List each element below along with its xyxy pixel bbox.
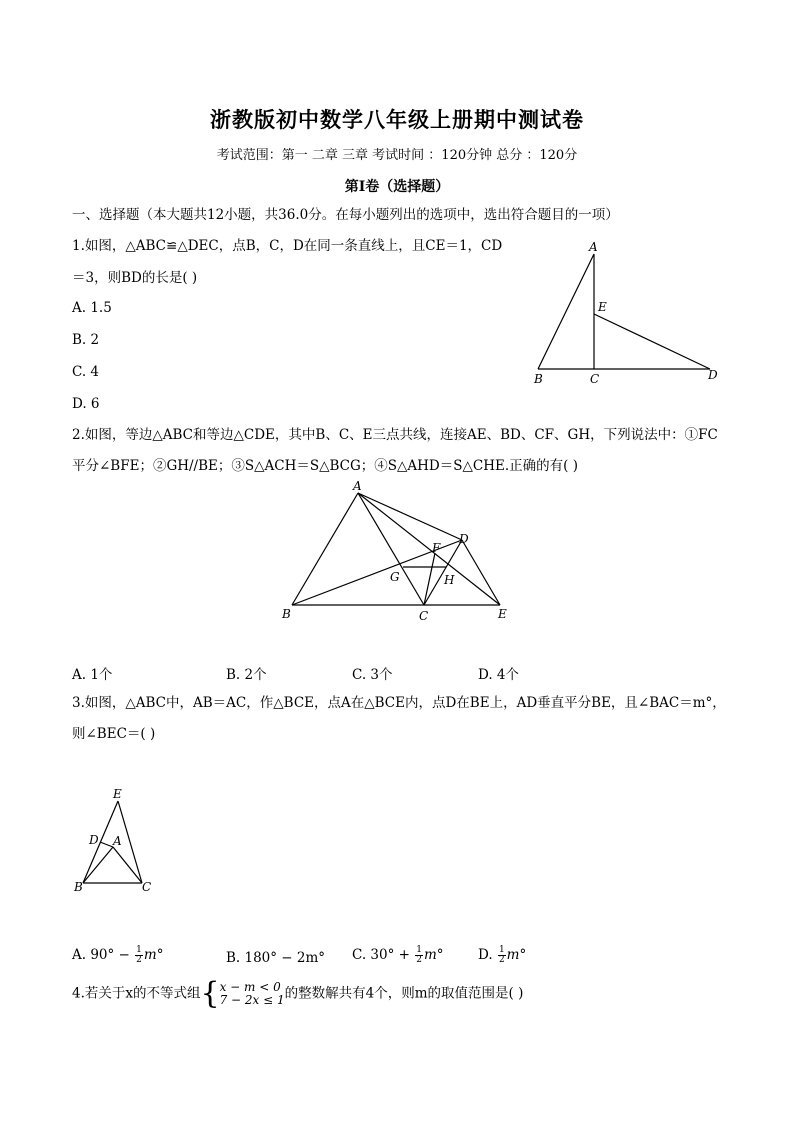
q3-label-d: D <box>89 833 99 847</box>
q3-option-d <box>478 946 526 965</box>
q1-segment-ed <box>594 314 710 369</box>
q2-option-d: D. 4个 <box>478 667 520 683</box>
q2-label-d: D <box>459 532 469 546</box>
q2-label-a: A <box>353 479 362 493</box>
q3-option-c-num: 1 <box>416 945 422 955</box>
q3-option-c-suffix: m° <box>424 947 444 963</box>
q3-segment-ac <box>113 847 142 883</box>
q3-option-d-num: 1 <box>498 945 505 955</box>
q2-stem-line2: 平分∠BFE；②GH//BE；③S△ACH＝S△BCG；④S△AHD＝S△CHE.正确的有( ) <box>72 458 578 474</box>
q3-option-c-den: 2 <box>416 955 422 965</box>
q2-segment-cf <box>424 553 435 605</box>
q1-option-c: C. 4 <box>72 364 100 380</box>
q3-option-a-num: 1 <box>136 945 142 955</box>
q1-stem-line2: ＝3，则BD的长是( ) <box>72 270 198 286</box>
q1-figure <box>520 238 730 390</box>
q2-label-b: B <box>282 607 291 621</box>
q2-figure <box>270 475 530 630</box>
q1-label-e: E <box>598 300 607 314</box>
q1-label-b: B <box>534 372 543 386</box>
q1-label-c: C <box>590 372 600 386</box>
q1-option-b: B. 2 <box>72 332 100 348</box>
q1-label-a: A <box>589 240 598 254</box>
q3-stem-line2: 则∠BEC＝( ) <box>72 726 156 742</box>
q2-segment-ae <box>358 493 500 605</box>
q2-label-f: F <box>432 541 441 555</box>
q3-option-c <box>352 946 444 965</box>
q3-option-d-fraction <box>498 946 506 965</box>
q3-stem-line1: 3.如图，△ABC中，AB＝AC，作△BCE，点A在△BCE内，点D在BE上，AD垂直平分BE，且∠BAC＝m°， <box>72 695 726 711</box>
q3-option-a-den: 2 <box>136 955 142 965</box>
q1-label-d: D <box>708 368 718 382</box>
q3-option-a-suffix: m° <box>143 947 164 963</box>
q2-segment-de <box>462 540 500 605</box>
q2-option-b: B. 2个 <box>226 667 267 683</box>
q3-figure <box>66 785 166 897</box>
q2-label-g: G <box>390 570 400 584</box>
q3-option-d-den: 2 <box>498 955 505 965</box>
q1-segment-ab <box>538 254 594 369</box>
q2-segment-ad <box>358 493 462 540</box>
q2-segment-ac <box>358 493 424 605</box>
q3-option-c-fraction <box>415 946 423 965</box>
q4-prefix: 4.若关于x的不等式组 <box>72 985 201 1002</box>
q3-option-d-suffix: m° <box>506 947 527 963</box>
q1-option-d: D. 6 <box>72 396 100 412</box>
q3-option-a-fraction <box>135 946 143 965</box>
q3-label-b: B <box>74 880 83 894</box>
q4-stem <box>72 976 524 1011</box>
brace-symbol: { <box>200 976 220 1011</box>
q2-option-c: C. 3个 <box>352 667 393 683</box>
q2-stem-line1: 2.如图，等边△ABC和等边△CDE，其中B、C、E三点共线，连接AE、BD、CF、GH，下列说法中：①FC <box>72 427 718 443</box>
inequality-system <box>220 981 285 1007</box>
q3-option-a-prefix: A. 90° − <box>72 947 130 963</box>
q2-label-c: C <box>419 609 429 623</box>
q3-option-b: B. 180° − 2m° <box>226 950 326 966</box>
q2-label-h: H <box>444 573 455 587</box>
section-heading: 一、选择题（本大题共12小题，共36.0分。在每小题列出的选项中，选出符合题目的一项） <box>72 207 619 223</box>
q2-label-e: E <box>498 607 507 621</box>
q3-label-a: A <box>113 834 122 848</box>
q3-label-c: C <box>142 880 152 894</box>
inequality-1: x − m < 0 <box>219 980 281 994</box>
q3-option-a <box>72 946 163 965</box>
part-title: 第Ⅰ卷（选择题） <box>344 179 450 195</box>
inequality-2: 7 − 2x ≤ 1 <box>219 993 285 1007</box>
q3-option-d-prefix: D. <box>478 947 497 963</box>
q3-label-e: E <box>113 787 122 801</box>
q3-option-c-prefix: C. 30° + <box>352 947 410 963</box>
q3-segment-da <box>100 842 113 847</box>
q1-option-a: A. 1.5 <box>72 300 112 316</box>
q4-suffix: 的整数解共有4个，则m的取值范围是( ) <box>284 985 524 1002</box>
q2-option-a: A. 1个 <box>72 667 113 683</box>
page-title: 浙教版初中数学八年级上册期中测试卷 <box>210 107 584 132</box>
q2-segment-ab <box>292 493 358 605</box>
q3-segment-ba <box>83 847 113 883</box>
exam-info: 考试范围：第一 二章 三章 考试时间 ：120分钟 总分 ：120分 <box>216 148 578 163</box>
q1-stem-line1: 1.如图，△ABC≌△DEC，点B，C，D在同一条直线上，且CE＝1，CD <box>72 238 503 254</box>
